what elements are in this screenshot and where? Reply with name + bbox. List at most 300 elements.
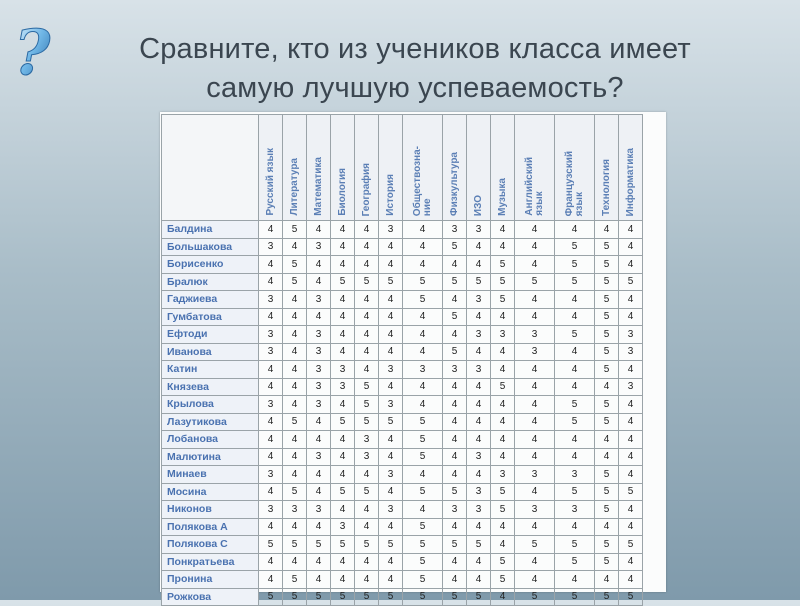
grade-cell: 3	[307, 291, 331, 309]
grade-cell: 4	[619, 571, 643, 589]
grade-cell: 4	[491, 536, 515, 554]
title-line-1: Сравните, кто из учеников класса имеет	[139, 33, 691, 65]
grade-cell: 3	[307, 378, 331, 396]
subject-label: География	[360, 162, 372, 216]
grade-cell: 4	[491, 448, 515, 466]
grade-cell: 4	[491, 431, 515, 449]
grade-cell: 3	[467, 501, 491, 519]
grade-cell: 5	[355, 483, 379, 501]
grade-cell: 3	[283, 501, 307, 519]
grade-cell: 4	[555, 378, 595, 396]
grade-cell: 3	[331, 361, 355, 379]
grade-cell: 4	[307, 221, 331, 239]
grade-cell: 4	[355, 501, 379, 519]
student-name: Борисенко	[162, 256, 259, 274]
grade-cell: 4	[331, 343, 355, 361]
table-row	[162, 413, 643, 431]
grade-cell: 4	[331, 326, 355, 344]
grade-cell: 4	[403, 378, 443, 396]
grade-cell: 4	[619, 413, 643, 431]
grade-cell: 5	[379, 273, 403, 291]
student-name: Большакова	[162, 238, 259, 256]
table-row	[162, 326, 643, 344]
grade-cell: 5	[403, 273, 443, 291]
grade-cell: 4	[283, 553, 307, 571]
grade-cell: 5	[491, 501, 515, 519]
subject-header	[403, 115, 443, 221]
subject-header	[259, 115, 283, 221]
table-row	[162, 483, 643, 501]
grade-cell: 4	[331, 571, 355, 589]
grade-cell: 5	[283, 221, 307, 239]
subject-header	[307, 115, 331, 221]
grade-cell: 4	[491, 308, 515, 326]
student-name: Полякова С	[162, 536, 259, 554]
grade-cell: 3	[515, 326, 555, 344]
grade-cell: 3	[259, 291, 283, 309]
grade-cell: 5	[403, 431, 443, 449]
grade-cell: 3	[307, 238, 331, 256]
grade-cell: 5	[619, 483, 643, 501]
grade-cell: 3	[307, 396, 331, 414]
grade-cell: 3	[619, 326, 643, 344]
grade-cell: 4	[515, 413, 555, 431]
grade-cell: 3	[307, 361, 331, 379]
grade-cell: 4	[283, 448, 307, 466]
grade-cell: 4	[619, 431, 643, 449]
grade-cell: 4	[355, 518, 379, 536]
student-name: Ефтоди	[162, 326, 259, 344]
student-name: Бралюк	[162, 273, 259, 291]
grade-cell: 4	[331, 256, 355, 274]
student-name: Полякова А	[162, 518, 259, 536]
grade-cell: 3	[259, 238, 283, 256]
grade-cell: 5	[555, 553, 595, 571]
grade-cell: 5	[403, 413, 443, 431]
grade-cell: 4	[467, 308, 491, 326]
grade-cell: 4	[307, 273, 331, 291]
grade-cell: 4	[619, 256, 643, 274]
grade-cell: 3	[515, 501, 555, 519]
grade-cell: 5	[307, 588, 331, 606]
grade-cell: 4	[283, 378, 307, 396]
grade-cell: 5	[283, 413, 307, 431]
grade-cell: 4	[355, 343, 379, 361]
grade-cell: 4	[619, 501, 643, 519]
grade-cell: 5	[491, 553, 515, 571]
table-row	[162, 536, 643, 554]
grade-cell: 5	[555, 413, 595, 431]
grade-cell: 4	[595, 518, 619, 536]
grade-cell: 4	[379, 343, 403, 361]
grade-cell: 4	[515, 361, 555, 379]
grade-cell: 3	[515, 466, 555, 484]
subject-header	[491, 115, 515, 221]
grade-cell: 4	[515, 431, 555, 449]
table-row	[162, 448, 643, 466]
grade-cell: 5	[515, 536, 555, 554]
grade-cell: 4	[259, 413, 283, 431]
subject-label: ИЗО	[472, 194, 484, 216]
grade-cell: 4	[515, 553, 555, 571]
grade-cell: 4	[595, 431, 619, 449]
grade-cell: 5	[443, 238, 467, 256]
grade-cell: 5	[555, 238, 595, 256]
grade-cell: 4	[379, 518, 403, 536]
grade-cell: 5	[555, 396, 595, 414]
title-line-2: самую лучшую успеваемость?	[206, 72, 624, 104]
grade-cell: 3	[467, 361, 491, 379]
grade-cell: 4	[283, 466, 307, 484]
student-name: Малютина	[162, 448, 259, 466]
grade-cell: 5	[595, 588, 619, 606]
grade-cell: 4	[619, 361, 643, 379]
grade-cell: 4	[619, 518, 643, 536]
grade-cell: 4	[307, 518, 331, 536]
grade-cell: 5	[283, 483, 307, 501]
grade-cell: 4	[443, 466, 467, 484]
grade-cell: 3	[307, 501, 331, 519]
subject-label: Обществозна- ние	[411, 145, 433, 216]
grade-cell: 4	[515, 448, 555, 466]
grades-table	[161, 114, 643, 606]
grade-cell: 5	[555, 588, 595, 606]
grade-cell: 4	[331, 501, 355, 519]
grade-cell: 4	[619, 308, 643, 326]
student-name: Лазутикова	[162, 413, 259, 431]
grade-cell: 4	[595, 378, 619, 396]
grade-cell: 4	[467, 571, 491, 589]
grade-cell: 4	[259, 448, 283, 466]
grade-cell: 4	[403, 326, 443, 344]
grade-cell: 4	[259, 483, 283, 501]
grade-cell: 4	[379, 291, 403, 309]
grade-cell: 5	[595, 256, 619, 274]
grade-cell: 5	[283, 571, 307, 589]
grade-cell: 5	[443, 343, 467, 361]
grade-cell: 4	[443, 291, 467, 309]
grade-cell: 4	[331, 553, 355, 571]
grade-cell: 5	[619, 273, 643, 291]
grade-cell: 3	[379, 396, 403, 414]
subject-header	[443, 115, 467, 221]
grade-cell: 4	[283, 431, 307, 449]
grade-cell: 4	[259, 273, 283, 291]
grade-cell: 4	[467, 413, 491, 431]
grade-cell: 5	[331, 413, 355, 431]
grade-cell: 4	[467, 553, 491, 571]
grade-cell: 4	[619, 238, 643, 256]
grade-cell: 4	[443, 571, 467, 589]
grade-cell: 4	[491, 221, 515, 239]
grade-cell: 4	[331, 431, 355, 449]
grade-cell: 5	[555, 483, 595, 501]
grade-cell: 5	[379, 588, 403, 606]
grade-cell: 5	[515, 273, 555, 291]
grade-cell: 5	[595, 238, 619, 256]
grade-cell: 5	[491, 378, 515, 396]
grade-cell: 4	[515, 308, 555, 326]
subject-header	[379, 115, 403, 221]
question-mark-icon	[6, 18, 66, 82]
grade-cell: 4	[555, 518, 595, 536]
grade-cell: 4	[515, 238, 555, 256]
subject-header	[555, 115, 595, 221]
grade-cell: 4	[355, 291, 379, 309]
grade-cell: 3	[467, 326, 491, 344]
grade-cell: 4	[403, 238, 443, 256]
grade-cell: 3	[379, 221, 403, 239]
grade-cell: 3	[259, 466, 283, 484]
grade-cell: 4	[331, 308, 355, 326]
subject-header	[467, 115, 491, 221]
grade-cell: 5	[355, 536, 379, 554]
grade-cell: 5	[331, 483, 355, 501]
grade-cell: 4	[379, 431, 403, 449]
grade-cell: 5	[443, 308, 467, 326]
student-name: Рожкова	[162, 588, 259, 606]
svg-text:?: ?	[14, 18, 51, 82]
grade-cell: 3	[259, 396, 283, 414]
grade-cell: 3	[307, 326, 331, 344]
grade-cell: 4	[443, 396, 467, 414]
grade-cell: 4	[331, 221, 355, 239]
grade-cell: 5	[283, 273, 307, 291]
grade-cell: 4	[259, 553, 283, 571]
grade-cell: 5	[259, 588, 283, 606]
grade-cell: 4	[491, 518, 515, 536]
grade-cell: 4	[259, 378, 283, 396]
table-header-row	[162, 115, 643, 221]
grade-cell: 4	[283, 396, 307, 414]
grade-cell: 5	[403, 536, 443, 554]
grade-cell: 5	[403, 588, 443, 606]
grade-cell: 5	[491, 291, 515, 309]
grade-cell: 4	[355, 238, 379, 256]
subject-header	[515, 115, 555, 221]
subject-label: Литература	[288, 158, 300, 216]
grade-cell: 5	[515, 588, 555, 606]
grade-cell: 4	[467, 343, 491, 361]
grade-cell: 4	[515, 378, 555, 396]
grade-cell: 4	[595, 448, 619, 466]
grade-cell: 5	[555, 536, 595, 554]
table-row	[162, 396, 643, 414]
grade-cell: 4	[283, 518, 307, 536]
grade-cell: 4	[331, 291, 355, 309]
grade-cell: 5	[467, 536, 491, 554]
grade-cell: 5	[403, 483, 443, 501]
table-row	[162, 256, 643, 274]
table-row	[162, 466, 643, 484]
grade-cell: 3	[515, 343, 555, 361]
grade-cell: 3	[555, 466, 595, 484]
grade-cell: 4	[283, 308, 307, 326]
grade-cell: 4	[555, 308, 595, 326]
grade-cell: 4	[491, 238, 515, 256]
grade-cell: 5	[491, 483, 515, 501]
grade-cell: 4	[355, 308, 379, 326]
table-row	[162, 273, 643, 291]
student-name: Гаджиева	[162, 291, 259, 309]
grade-cell: 5	[355, 273, 379, 291]
grade-cell: 5	[595, 413, 619, 431]
grade-cell: 4	[355, 221, 379, 239]
grade-cell: 4	[491, 588, 515, 606]
grade-cell: 3	[355, 448, 379, 466]
grade-cell: 4	[259, 431, 283, 449]
grade-cell: 4	[555, 571, 595, 589]
grade-cell: 5	[443, 588, 467, 606]
grade-cell: 4	[355, 256, 379, 274]
grade-cell: 5	[595, 501, 619, 519]
grade-cell: 4	[331, 448, 355, 466]
grade-cell: 4	[355, 466, 379, 484]
subject-label: Технология	[600, 159, 612, 216]
grade-cell: 4	[555, 361, 595, 379]
grade-cell: 3	[403, 361, 443, 379]
grade-cell: 4	[307, 553, 331, 571]
subject-label: Русский язык	[264, 148, 276, 216]
table-row	[162, 221, 643, 239]
student-name: Лобанова	[162, 431, 259, 449]
grade-cell: 3	[355, 431, 379, 449]
grade-cell: 4	[403, 221, 443, 239]
student-name: Князева	[162, 378, 259, 396]
grade-cell: 3	[307, 448, 331, 466]
student-name: Мосина	[162, 483, 259, 501]
grade-cell: 4	[515, 291, 555, 309]
subject-label: Английский язык	[523, 157, 545, 216]
grade-cell: 4	[379, 571, 403, 589]
grade-cell: 4	[307, 308, 331, 326]
grade-cell: 3	[379, 501, 403, 519]
grade-cell: 5	[331, 536, 355, 554]
grade-cell: 4	[283, 238, 307, 256]
grade-cell: 5	[355, 588, 379, 606]
grade-cell: 4	[467, 518, 491, 536]
table-row	[162, 238, 643, 256]
grade-cell: 4	[379, 483, 403, 501]
grade-cell: 4	[515, 518, 555, 536]
grade-cell: 5	[307, 536, 331, 554]
grade-cell: 3	[331, 518, 355, 536]
table-row	[162, 378, 643, 396]
table-row	[162, 431, 643, 449]
grade-cell: 4	[355, 326, 379, 344]
table-row	[162, 588, 643, 606]
grade-cell: 4	[403, 501, 443, 519]
table-row	[162, 501, 643, 519]
grade-cell: 4	[283, 361, 307, 379]
grade-cell: 4	[355, 571, 379, 589]
grade-cell: 4	[379, 308, 403, 326]
grade-cell: 3	[491, 466, 515, 484]
grade-cell: 4	[515, 483, 555, 501]
grade-cell: 4	[259, 518, 283, 536]
grade-cell: 4	[403, 308, 443, 326]
grade-cell: 5	[595, 343, 619, 361]
table-body	[162, 221, 643, 606]
grade-cell: 4	[515, 571, 555, 589]
grade-cell: 5	[467, 588, 491, 606]
grade-cell: 5	[595, 553, 619, 571]
subject-label: Биология	[336, 168, 348, 216]
grade-cell: 3	[467, 221, 491, 239]
grade-cell: 4	[259, 361, 283, 379]
grade-cell: 4	[355, 361, 379, 379]
grade-cell: 4	[491, 361, 515, 379]
grade-cell: 4	[555, 291, 595, 309]
grade-cell: 5	[491, 273, 515, 291]
grade-cell: 3	[491, 326, 515, 344]
grade-cell: 4	[619, 448, 643, 466]
subject-label: Французский язык	[563, 150, 585, 216]
grade-cell: 4	[283, 291, 307, 309]
table-corner-cell	[162, 115, 259, 221]
grade-cell: 4	[467, 396, 491, 414]
grade-cell: 3	[259, 501, 283, 519]
grade-cell: 4	[307, 466, 331, 484]
grade-cell: 4	[443, 326, 467, 344]
table-row	[162, 343, 643, 361]
grade-cell: 5	[259, 536, 283, 554]
student-name: Иванова	[162, 343, 259, 361]
grade-cell: 4	[555, 221, 595, 239]
grade-cell: 5	[619, 588, 643, 606]
grade-cell: 5	[403, 518, 443, 536]
grade-cell: 5	[283, 536, 307, 554]
grade-cell: 4	[379, 256, 403, 274]
grade-cell: 5	[331, 588, 355, 606]
grade-cell: 5	[491, 571, 515, 589]
grade-cell: 3	[443, 221, 467, 239]
grade-cell: 3	[379, 466, 403, 484]
table-row	[162, 291, 643, 309]
grade-cell: 4	[379, 448, 403, 466]
grade-cell: 4	[307, 256, 331, 274]
grade-cell: 4	[403, 466, 443, 484]
subject-label: Информатика	[624, 147, 636, 216]
subject-label: Математика	[312, 157, 324, 216]
grade-cell: 5	[555, 273, 595, 291]
grade-cell: 5	[467, 273, 491, 291]
grade-cell: 4	[555, 343, 595, 361]
subject-header	[331, 115, 355, 221]
table-row	[162, 518, 643, 536]
grade-cell: 4	[619, 396, 643, 414]
student-name: Балдина	[162, 221, 259, 239]
grade-cell: 5	[403, 553, 443, 571]
grade-cell: 5	[443, 273, 467, 291]
subject-header	[283, 115, 307, 221]
grade-cell: 5	[595, 273, 619, 291]
grade-cell: 4	[619, 291, 643, 309]
grade-cell: 3	[443, 501, 467, 519]
grade-cell: 4	[443, 431, 467, 449]
grade-cell: 4	[403, 256, 443, 274]
grade-cell: 5	[403, 291, 443, 309]
table-row	[162, 361, 643, 379]
grade-cell: 3	[555, 501, 595, 519]
grade-cell: 5	[619, 536, 643, 554]
student-name: Катин	[162, 361, 259, 379]
grade-cell: 4	[515, 221, 555, 239]
grade-cell: 4	[619, 553, 643, 571]
grade-cell: 3	[467, 448, 491, 466]
grade-cell: 4	[443, 448, 467, 466]
student-name: Пронина	[162, 571, 259, 589]
